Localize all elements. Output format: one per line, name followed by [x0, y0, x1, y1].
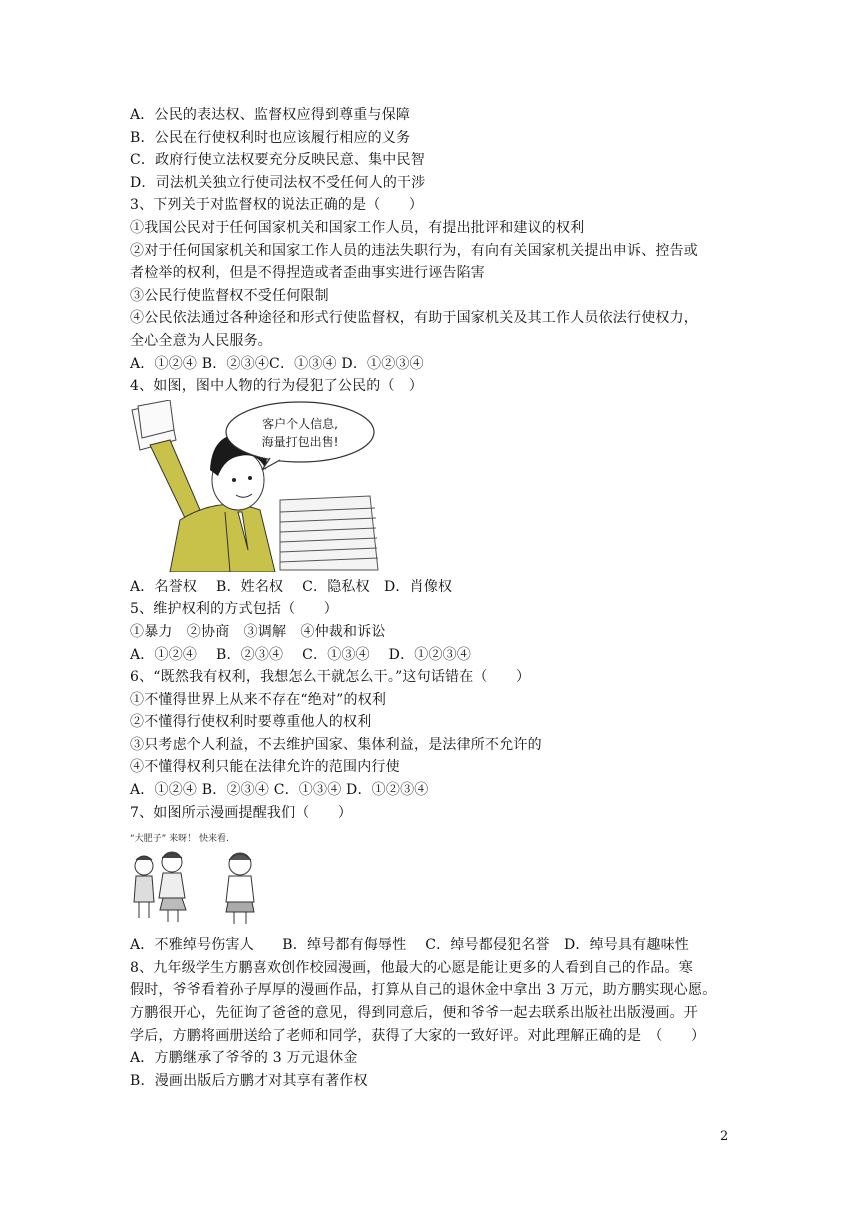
- q5-options: A．①②④ B．②③④ C．①③④ D．①②③④: [130, 646, 472, 663]
- q7-caption: “大肥子” 来呀！ 快来看.: [130, 834, 229, 845]
- q2-option-d: D．司法机关独立行使司法权不受任何人的干涉: [130, 174, 426, 191]
- q4-cartoon-image: [130, 400, 382, 572]
- q8-option-b: B．漫画出版后方鹏才对其享有著作权: [130, 1072, 368, 1089]
- q8-stem-3: 方鹏很开心，先征询了爸爸的意见，得到同意后，便和爷爷一起去联系出版社出版漫画。开: [130, 1005, 698, 1022]
- q8-stem-2: 假时，爷爷看着孙子厚厚的漫画作品，打算从自己的退休金中拿出 3 万元，助方鹏实现心愿。: [130, 982, 717, 999]
- question-content: [130, 104, 740, 1092]
- q2-option-a: A．公民的表达权、监督权应得到尊重与保障: [130, 107, 411, 123]
- q2-option-b: B．公民在行使权利时也应该履行相应的义务: [130, 129, 411, 146]
- q3-item-2: ②对于任何国家机关和国家工作人员的违法失职行为，有向有关国家机关提出申诉、控告或: [130, 242, 698, 259]
- q7-stem: 7、如图所示漫画提醒我们（ ）: [130, 804, 353, 821]
- q3-item-1: ①我国公民对于任何国家机关和国家工作人员，有提出批评和建议的权利: [130, 219, 585, 236]
- q6-item-2: ②不懂得行使权利时要尊重他人的权利: [130, 714, 372, 731]
- q4-stem: 4、如图，图中人物的行为侵犯了公民的（ ）: [130, 378, 424, 395]
- q8-stem-1: 8、九年级学生方鹏喜欢创作校园漫画，他最大的心愿是能让更多的人看到自己的作品。寒: [130, 959, 693, 976]
- q8-stem-4: 学后，方鹏将画册送给了老师和同学，获得了大家的一致好评。对此理解正确的是 （ ）: [130, 1027, 706, 1044]
- q3-item-4-cont: 全心全意为人民服务。: [130, 332, 272, 349]
- q3-item-2-cont: 者检举的权利，但是不得捏造或者歪曲事实进行诬告陷害: [130, 265, 485, 282]
- q2-option-c: C．政府行使立法权要充分反映民意、集中民智: [130, 152, 425, 169]
- q5-stem: 5、维护权利的方式包括（ ）: [130, 601, 338, 618]
- q4-options: A．名誉权 B．姓名权 C．隐私权 D．肖像权: [130, 578, 453, 595]
- q6-stem: 6、“既然我有权利，我想怎么干就怎么干。”这句话错在（ ）: [130, 669, 531, 686]
- q3-item-3: ③公民行使监督权不受任何限制: [130, 287, 329, 304]
- q3-item-4: ④公民依法通过各种途径和形式行使监督权，有助于国家机关及其工作人员依法行使权力，: [130, 310, 698, 327]
- q6-options: A．①②④ B．②③④ C．①③④ D．①②③④: [130, 782, 429, 799]
- q3-stem: 3、下列关于对监督权的说法正确的是（ ）: [130, 197, 424, 214]
- page-number: 2: [720, 1129, 729, 1144]
- q8-option-a: A．方鹏继承了爷爷的 3 万元退休金: [130, 1050, 358, 1067]
- bubble-line-2: 海量打包出售!: [261, 434, 339, 449]
- bubble-line-1: 客户个人信息,: [262, 416, 338, 431]
- q6-item-4: ④不懂得权利只能在法律允许的范围内行使: [130, 759, 400, 776]
- q3-options: A．①②④ B．②③④C．①③④ D．①②③④: [130, 355, 424, 372]
- q6-item-3: ③只考虑个人利益，不去维护国家、集体利益，是法律所不允许的: [130, 736, 542, 753]
- q6-item-1: ①不懂得世界上从来不存在“绝对”的权利: [130, 691, 387, 708]
- q7-options: A．不雅绰号伤害人 B．绰号都有侮辱性 C．绰号都侵犯名誉 D．绰号具有趣味性: [130, 937, 689, 954]
- q5-items: ①暴力 ②协商 ③调解 ④仲裁和诉讼: [130, 623, 386, 640]
- q7-cartoon-image: [130, 830, 270, 930]
